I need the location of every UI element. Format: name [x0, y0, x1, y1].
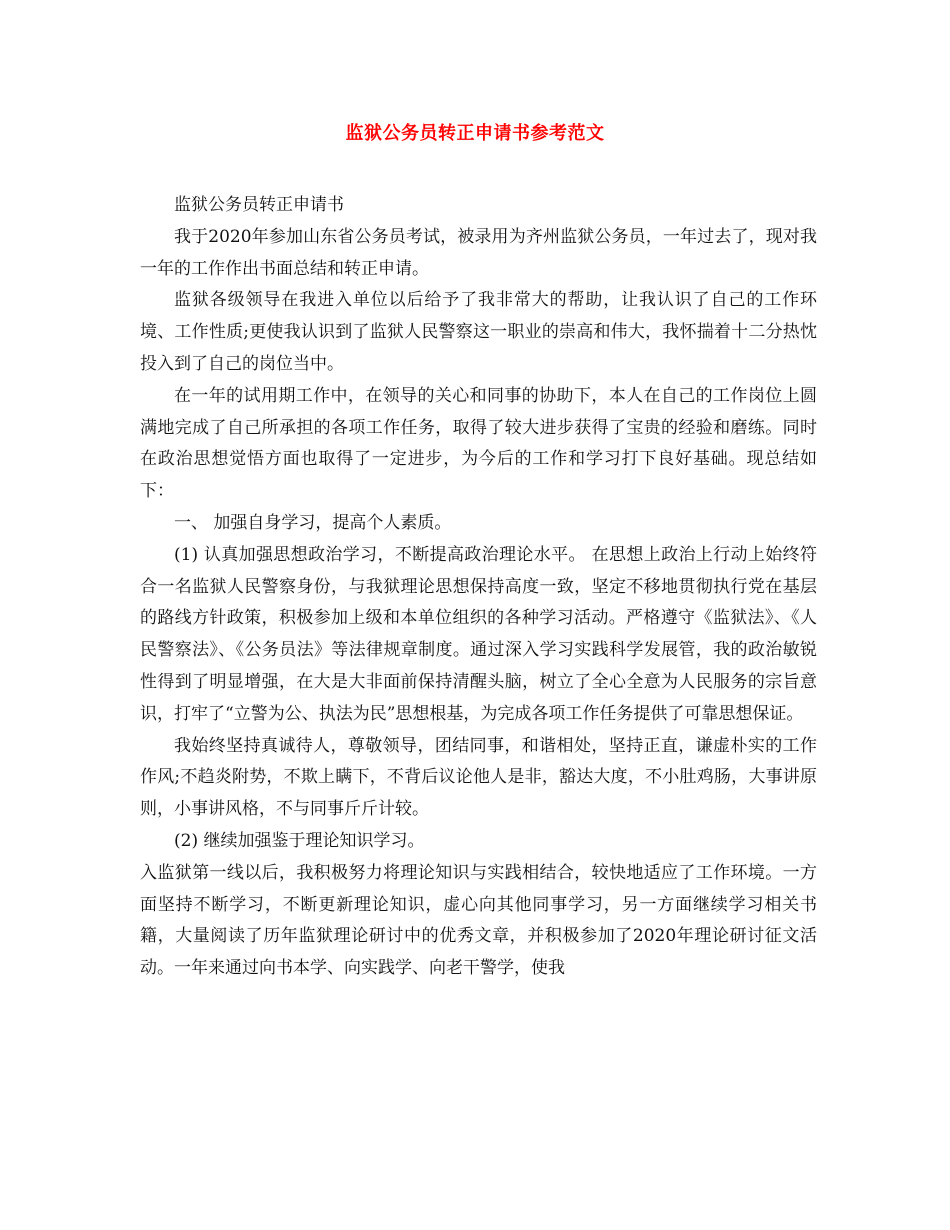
- paragraph: 我始终坚持真诚待人，尊敬领导，团结同事，和谐相处，坚持正直，谦虚朴实的工作作风;不趋炎附势，不欺上瞒下，不背后议论他人是非，豁达大度，不小肚鸡肠，大事讲原则，小事讲风格，不与同事斤斤计较。: [140, 735, 817, 820]
- paragraph: 我于2020年参加山东省公务员考试，被录用为齐州监狱公务员，一年过去了，现对我一年的工作作出书面总结和转正申请。: [140, 226, 817, 279]
- section-heading: 一、 加强自身学习，提高个人素质。: [174, 512, 452, 533]
- paragraph: 监狱各级领导在我进入单位以后给予了我非常大的帮助，让我认识了自己的工作环境、工作性质;更使我认识到了监狱人民警察这一职业的崇高和伟大，我怀揣着十二分热忱投入到了自己的岗位当中。: [140, 290, 817, 374]
- document-title: 监狱公务员转正申请书参考范文: [345, 123, 605, 144]
- subsection-heading: (2) 继续加强鉴于理论知识学习。: [174, 830, 425, 851]
- paragraph: (1) 认真加强思想政治学习，不断提高政治理论水平。 在思想上政治上行动上始终符合一名监狱人民警察身份，与我狱理论思想保持高度一致，坚定不移地贯彻执行党在基层的路线方针政策，积极参加上级和本单位组织的各种学习活动。严格遵守《监狱法》、《人民警察法》、《公务员法》等法律规章制度。通过深入学习实践科学发展管，我的政治敏锐性得到了明显增强，在大是大非面前保持清醒头脑，树立了全心全意为人民服务的宗旨意识，打牢了“立警为公、执法为民”思想根基，为完成各项工作任务提供了可靠思想保证。: [140, 544, 817, 724]
- paragraph: 入监狱第一线以后，我积极努力将理论知识与实践相结合，较快地适应了工作环境。一方面坚持不断学习，不断更新理论知识，虚心向其他同事学习，另一方面继续学习相关书籍，大量阅读了历年监狱理论研讨中的优秀文章，并积极参加了2020年理论研讨征文活动。一年来通过向书本学、向实践学、向老干警学，使我: [140, 862, 817, 979]
- paragraph: 监狱公务员转正申请书: [174, 195, 344, 215]
- paragraph: 在一年的试用期工作中，在领导的关心和同事的协助下，本人在自己的工作岗位上圆满地完成了自己所承担的各项工作任务，取得了较大进步获得了宝贵的经验和磨练。同时在政治思想觉悟方面也取得了一定进步，为今后的工作和学习打下良好基础。现总结如下：: [140, 385, 817, 502]
- document-body: [140, 190, 817, 985]
